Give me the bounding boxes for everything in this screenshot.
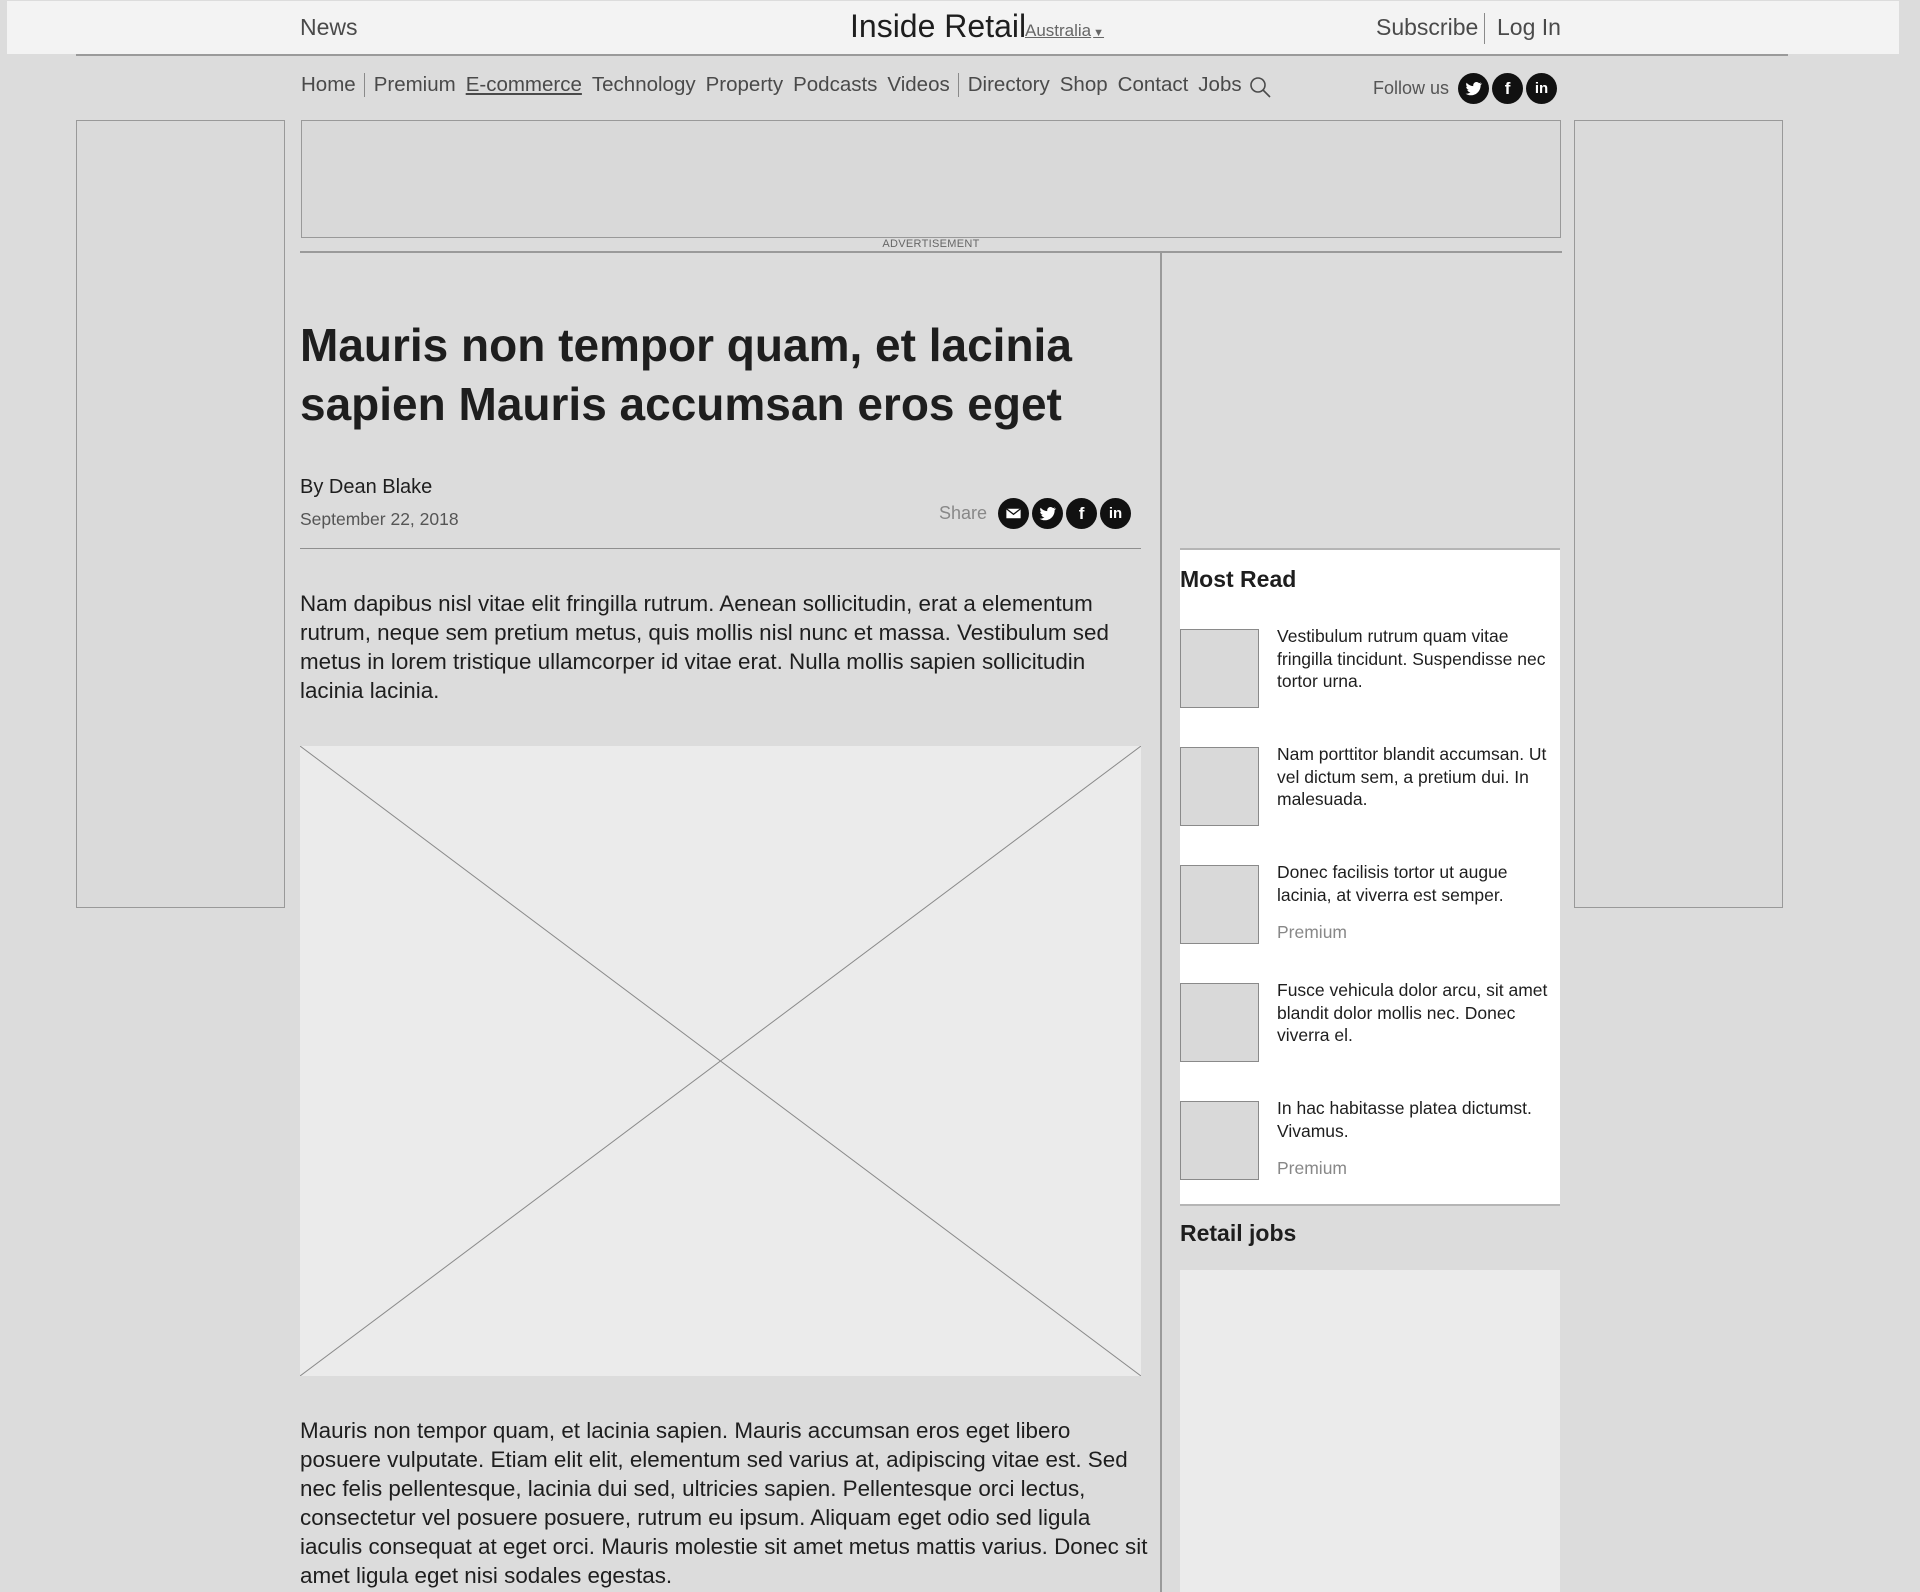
left-ad-slot[interactable] xyxy=(76,120,285,908)
search-icon[interactable] xyxy=(1249,76,1271,98)
article-paragraph: Nam dapibus nisl vitae elit fringilla rutrum. Aenean sollicitudin, erat a elementum rutrum, neque sem pretium metus, quis mollis nisl nunc et massa. Vestibulum sed metus in lorem tristique ullamcorper id vitae erat. Nulla mollis sapien sollicitudin lacinia lacinia. xyxy=(300,591,1109,703)
news-link[interactable]: News xyxy=(300,14,358,40)
banner-ad[interactable] xyxy=(301,120,1561,238)
most-read-thumbnail[interactable] xyxy=(1180,629,1259,708)
retail-jobs-title: Retail jobs xyxy=(1180,1220,1297,1246)
site-logo[interactable]: Inside Retail xyxy=(850,8,1027,44)
nav-item-ecommerce[interactable]: E-commerce xyxy=(465,73,582,96)
login-link[interactable]: Log In xyxy=(1497,14,1561,40)
article-image-placeholder xyxy=(300,746,1141,1376)
article-byline[interactable]: By Dean Blake xyxy=(300,476,433,498)
caret-down-icon: ▼ xyxy=(1093,27,1105,39)
nav-item-shop[interactable]: Shop xyxy=(1059,73,1108,96)
facebook-icon[interactable]: f xyxy=(1492,73,1523,104)
most-read-headline[interactable]: Nam porttitor blandit accumsan. Ut vel dictum sem, a pretium dui. In malesuada. xyxy=(1277,744,1547,809)
twitter-icon[interactable] xyxy=(1032,498,1063,529)
subscribe-link[interactable]: Subscribe xyxy=(1376,14,1479,40)
nav-item-home[interactable]: Home xyxy=(301,73,356,96)
nav-item-podcasts[interactable]: Podcasts xyxy=(793,73,878,96)
facebook-icon[interactable]: f xyxy=(1066,498,1097,529)
follow-us-label: Follow us xyxy=(1373,78,1450,98)
most-read-headline[interactable]: Vestibulum rutrum quam vitae fringilla tincidunt. Suspendisse nec tortor urna. xyxy=(1277,626,1546,691)
most-read-thumbnail[interactable] xyxy=(1180,747,1259,826)
region-dropdown[interactable] xyxy=(1025,21,1104,41)
column-divider xyxy=(1160,253,1162,1592)
most-read-title: Most Read xyxy=(1180,566,1297,592)
nav-item-contact[interactable]: Contact xyxy=(1117,73,1189,96)
most-read-headline[interactable]: Donec facilisis tortor ut augue lacinia, at viverra est semper. xyxy=(1277,862,1508,905)
nav-item-jobs[interactable]: Jobs xyxy=(1198,73,1242,96)
twitter-icon[interactable] xyxy=(1458,73,1489,104)
main-nav xyxy=(301,72,1271,98)
article-headline: Mauris non tempor quam, et lacinia sapien Mauris accumsan eros eget xyxy=(300,319,1072,430)
region-label: Australia xyxy=(1025,21,1092,40)
section-divider xyxy=(300,251,1562,253)
most-read-thumbnail[interactable] xyxy=(1180,865,1259,944)
premium-tag: Premium xyxy=(1277,922,1348,942)
follow-us xyxy=(1373,73,1560,104)
share-bar xyxy=(939,498,1134,529)
nav-item-property[interactable]: Property xyxy=(705,73,784,96)
retail-jobs-widget[interactable] xyxy=(1180,1270,1560,1592)
most-read-headline[interactable]: Fusce vehicula dolor arcu, sit amet blandit dolor mollis nec. Donec viverra el. xyxy=(1277,980,1548,1045)
article-header-divider xyxy=(300,548,1141,549)
nav-item-technology[interactable]: Technology xyxy=(591,73,696,96)
most-read-headline[interactable]: In hac habitasse platea dictumst. Vivamus. xyxy=(1277,1098,1532,1141)
premium-tag: Premium xyxy=(1277,1158,1348,1178)
top-bar-divider xyxy=(76,54,1788,56)
article-paragraph: Mauris non tempor quam, et lacinia sapien. Mauris accumsan eros eget libero posuere vulputate. Etiam elit elit, elementum sed varius at, adipiscing vitae est. Sed nec felis pellentesque, lacinia dui sed, ultricies sapien. Pellentesque orci lectus, consectetur vel posuere posuere, rutrum eu ipsum. Aliquam eget odio sed ligula iaculis consequat at eget orci. Mauris molestie sit amet metus mattis varius. Donec sit amet ligula eget nisi sodales egestas. xyxy=(300,1418,1148,1588)
most-read-thumbnail[interactable] xyxy=(1180,983,1259,1062)
most-read-widget xyxy=(1180,548,1560,1206)
header-divider xyxy=(1484,13,1485,44)
most-read-thumbnail[interactable] xyxy=(1180,1101,1259,1180)
nav-item-videos[interactable]: Videos xyxy=(887,73,950,96)
article-date: September 22, 2018 xyxy=(300,509,459,529)
email-icon[interactable] xyxy=(998,498,1029,529)
share-label: Share xyxy=(939,503,988,523)
nav-item-directory[interactable]: Directory xyxy=(967,73,1050,96)
right-ad-slot[interactable] xyxy=(1574,120,1783,908)
advertisement-label: ADVERTISEMENT xyxy=(882,238,980,250)
nav-separator xyxy=(364,73,365,97)
linkedin-icon[interactable]: in xyxy=(1526,73,1557,104)
linkedin-icon[interactable]: in xyxy=(1100,498,1131,529)
nav-item-premium[interactable]: Premium xyxy=(373,73,456,96)
nav-separator xyxy=(958,73,959,97)
